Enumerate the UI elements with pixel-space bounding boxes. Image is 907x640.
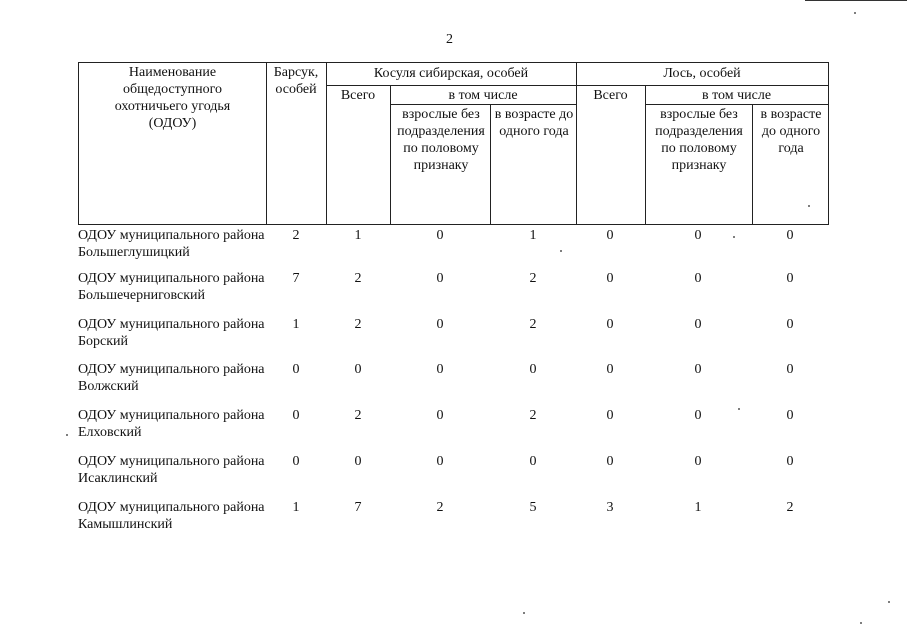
row-value: 0 [786, 454, 794, 469]
row-value: 1 [354, 228, 362, 243]
row-value: 1 [694, 500, 702, 515]
header-elk-total: Всего [593, 88, 628, 103]
header-elk-young: в возрасте до одного года [760, 107, 822, 156]
row-value: 0 [606, 408, 614, 423]
row-value: 1 [292, 317, 300, 332]
row-value: 0 [292, 454, 300, 469]
row-name: ОДОУ муниципального района Борский [78, 317, 265, 349]
row-value: 0 [694, 228, 702, 243]
row-value: 0 [292, 362, 300, 377]
row-value: 0 [786, 362, 794, 377]
row-value: 7 [354, 500, 362, 515]
row-value: 0 [606, 271, 614, 286]
subgroup-divider-roe [390, 104, 576, 105]
row-value: 0 [436, 408, 444, 423]
row-name: ОДОУ муниципального района Волжский [78, 362, 265, 394]
row-value: 0 [436, 317, 444, 332]
row-value: 2 [354, 408, 362, 423]
header-elk-adults: взрослые без подразделения по половому признаку [655, 107, 743, 173]
row-value: 0 [436, 271, 444, 286]
row-value: 0 [436, 228, 444, 243]
row-name: ОДОУ муниципального района Исаклинский [78, 454, 265, 486]
row-value: 0 [606, 454, 614, 469]
header-roe-total: Всего [340, 88, 376, 103]
row-value: 0 [694, 317, 702, 332]
row-value: 2 [529, 408, 537, 423]
row-value: 2 [529, 317, 537, 332]
row-value: 0 [529, 362, 537, 377]
header-roe-including: в том числе [448, 88, 518, 103]
row-value: 5 [529, 500, 537, 515]
scan-speck [66, 434, 68, 436]
row-name: ОДОУ муниципального района Елховский [78, 408, 265, 440]
row-value: 3 [606, 500, 614, 515]
group-header-divider [326, 85, 828, 86]
row-value: 0 [694, 271, 702, 286]
scan-speck [523, 612, 525, 614]
row-name: ОДОУ муниципального района Большечерниговский [78, 271, 265, 303]
row-value: 2 [354, 271, 362, 286]
row-value: 0 [786, 228, 794, 243]
row-value: 0 [694, 454, 702, 469]
scan-speck [888, 601, 890, 603]
row-value: 0 [436, 362, 444, 377]
col-divider [490, 104, 491, 225]
row-value: 0 [606, 228, 614, 243]
row-value: 0 [354, 454, 362, 469]
page-number: 2 [446, 32, 453, 47]
scan-speck [808, 205, 810, 207]
header-bottom-border [78, 224, 828, 225]
col-divider [390, 85, 391, 225]
row-name: ОДОУ муниципального района Большеглушицкий [78, 228, 265, 260]
row-value: 2 [354, 317, 362, 332]
subgroup-divider-elk [645, 104, 828, 105]
header-roe-young: в возрасте до одного года [494, 107, 574, 139]
top-edge-line [805, 0, 907, 1]
row-value: 1 [529, 228, 537, 243]
header-name: Наименование общедоступного охотничьего угодья (ОДОУ) [114, 65, 231, 131]
row-value: 0 [786, 408, 794, 423]
row-value: 0 [436, 454, 444, 469]
header-badger: Барсук, особей [273, 65, 319, 97]
row-value: 2 [529, 271, 537, 286]
header-roe-adults: взрослые без подразделения по половому признаку [397, 107, 485, 173]
col-divider [752, 104, 753, 225]
row-value: 0 [694, 408, 702, 423]
col-divider [645, 85, 646, 225]
row-value: 0 [606, 362, 614, 377]
header-roe: Косуля сибирская, особей [373, 66, 529, 81]
row-value: 0 [786, 271, 794, 286]
row-value: 0 [292, 408, 300, 423]
table-right-border [828, 62, 829, 225]
row-value: 0 [354, 362, 362, 377]
row-value: 2 [292, 228, 300, 243]
header-elk-including: в том числе [701, 88, 772, 103]
scan-speck [854, 12, 856, 14]
row-value: 7 [292, 271, 300, 286]
header-elk: Лось, особей [663, 66, 741, 81]
row-value: 0 [786, 317, 794, 332]
row-value: 1 [292, 500, 300, 515]
row-name: ОДОУ муниципального района Камышлинский [78, 500, 265, 532]
table-top-border [78, 62, 828, 63]
row-value: 2 [786, 500, 794, 515]
row-value: 0 [606, 317, 614, 332]
scan-speck [860, 622, 862, 624]
row-value: 2 [436, 500, 444, 515]
scan-speck [733, 236, 735, 238]
row-value: 0 [529, 454, 537, 469]
row-value: 0 [694, 362, 702, 377]
scan-speck [560, 250, 562, 252]
table-left-border [78, 62, 79, 225]
scan-speck [738, 408, 740, 410]
